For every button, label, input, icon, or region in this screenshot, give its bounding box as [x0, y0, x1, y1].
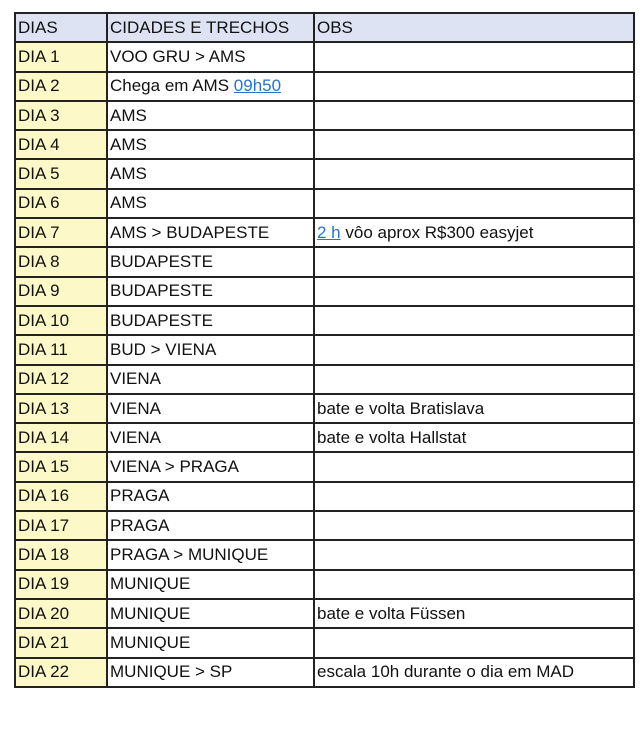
table-row: [15, 482, 634, 511]
city-cell[interactable]: [107, 394, 314, 423]
obs-cell[interactable]: [314, 42, 634, 71]
obs-cell[interactable]: [314, 423, 634, 452]
day-cell[interactable]: [15, 394, 107, 423]
day-label: DIA 20: [18, 603, 70, 623]
city-text: BUD > VIENA: [110, 339, 217, 359]
day-label: DIA 18: [18, 544, 70, 564]
city-text: AMS: [110, 164, 147, 184]
city-text: MUNIQUE: [110, 603, 191, 623]
city-text: AMS > BUDAPESTE: [110, 222, 270, 242]
table-row: [15, 658, 634, 687]
city-text: VIENA: [110, 398, 162, 418]
obs-text: escala 10h durante o dia em MAD: [317, 662, 575, 682]
table-row: [15, 365, 634, 394]
day-cell[interactable]: [15, 277, 107, 306]
table-row: [15, 42, 634, 71]
city-text: BUDAPESTE: [110, 281, 213, 301]
day-cell[interactable]: [15, 658, 107, 687]
city-cell[interactable]: [107, 540, 314, 569]
day-cell[interactable]: [15, 306, 107, 335]
obs-text: bate e volta Bratislava: [317, 398, 485, 418]
city-cell[interactable]: [107, 599, 314, 628]
day-label: DIA 15: [18, 457, 70, 477]
day-label: DIA 10: [18, 310, 70, 330]
city-cell[interactable]: [107, 159, 314, 188]
city-cell[interactable]: [107, 101, 314, 130]
day-label: DIA 14: [18, 427, 70, 447]
day-cell[interactable]: [15, 42, 107, 71]
obs-cell[interactable]: [314, 658, 634, 687]
city-text: AMS: [110, 193, 147, 213]
city-cell[interactable]: [107, 482, 314, 511]
table-row: [15, 218, 634, 247]
table-row: [15, 101, 634, 130]
day-label: DIA 22: [18, 662, 70, 682]
city-cell[interactable]: [107, 423, 314, 452]
day-cell[interactable]: [15, 189, 107, 218]
day-label: DIA 21: [18, 632, 70, 652]
day-cell[interactable]: [15, 72, 107, 101]
city-text: VIENA: [110, 427, 162, 447]
time-link[interactable]: 09h50: [233, 76, 282, 96]
table-row: [15, 452, 634, 481]
day-label: DIA 17: [18, 515, 70, 535]
day-label: DIA 7: [18, 222, 60, 242]
city-cell[interactable]: [107, 306, 314, 335]
header-row: [15, 13, 634, 42]
header-obs[interactable]: OBS: [314, 13, 634, 42]
obs-cell[interactable]: [314, 130, 634, 159]
obs-cell[interactable]: [314, 570, 634, 599]
obs-cell[interactable]: [314, 599, 634, 628]
obs-cell[interactable]: [314, 72, 634, 101]
obs-cell[interactable]: [314, 277, 634, 306]
obs-cell[interactable]: [314, 218, 634, 247]
obs-text: bate e volta Hallstat: [317, 427, 467, 447]
day-label: DIA 8: [18, 252, 60, 272]
obs-cell[interactable]: [314, 365, 634, 394]
table-row: [15, 570, 634, 599]
obs-cell[interactable]: [314, 540, 634, 569]
obs-cell[interactable]: [314, 394, 634, 423]
day-cell[interactable]: [15, 452, 107, 481]
city-text: PRAGA: [110, 515, 170, 535]
city-cell[interactable]: [107, 72, 314, 101]
day-label: DIA 2: [18, 76, 60, 96]
table-row: [15, 159, 634, 188]
city-cell[interactable]: [107, 365, 314, 394]
city-text: PRAGA: [110, 486, 170, 506]
day-label: DIA 19: [18, 574, 70, 594]
day-label: DIA 13: [18, 398, 70, 418]
city-text: MUNIQUE > SP: [110, 662, 233, 682]
day-label: DIA 5: [18, 164, 60, 184]
table-row: [15, 130, 634, 159]
day-label: DIA 1: [18, 46, 60, 66]
city-cell[interactable]: [107, 658, 314, 687]
obs-cell[interactable]: [314, 511, 634, 540]
day-label: DIA 16: [18, 486, 70, 506]
obs-cell[interactable]: [314, 247, 634, 276]
table-row: [15, 72, 634, 101]
city-cell[interactable]: [107, 247, 314, 276]
obs-cell[interactable]: [314, 628, 634, 657]
city-text: AMS: [110, 105, 147, 125]
city-cell[interactable]: [107, 130, 314, 159]
day-cell[interactable]: [15, 130, 107, 159]
day-cell[interactable]: [15, 482, 107, 511]
day-label: DIA 3: [18, 105, 60, 125]
city-cell[interactable]: [107, 218, 314, 247]
city-cell[interactable]: [107, 452, 314, 481]
day-cell[interactable]: [15, 335, 107, 364]
table-row: [15, 511, 634, 540]
obs-cell[interactable]: [314, 189, 634, 218]
header-cidades[interactable]: CIDADES E TRECHOS: [107, 13, 314, 42]
table-row: [15, 628, 634, 657]
itinerary-table: [14, 12, 635, 688]
day-label: DIA 11: [18, 339, 68, 359]
day-cell[interactable]: [15, 423, 107, 452]
day-cell[interactable]: [15, 365, 107, 394]
table-row: [15, 189, 634, 218]
city-text: VOO GRU > AMS: [110, 46, 246, 66]
city-text: AMS: [110, 134, 147, 154]
obs-cell[interactable]: [314, 306, 634, 335]
day-cell[interactable]: [15, 540, 107, 569]
table-row: [15, 394, 634, 423]
obs-cell[interactable]: [314, 452, 634, 481]
table-row: [15, 335, 634, 364]
obs-cell[interactable]: [314, 482, 634, 511]
day-cell[interactable]: [15, 511, 107, 540]
day-label: DIA 4: [18, 134, 60, 154]
header-dias[interactable]: DIAS: [15, 13, 107, 42]
city-text: BUDAPESTE: [110, 310, 213, 330]
obs-cell[interactable]: [314, 335, 634, 364]
day-cell[interactable]: [15, 159, 107, 188]
city-cell[interactable]: [107, 628, 314, 657]
obs-cell[interactable]: [314, 159, 634, 188]
table-row: [15, 247, 634, 276]
duration-link[interactable]: 2 h: [317, 222, 341, 242]
city-text: PRAGA > MUNIQUE: [110, 544, 269, 564]
day-cell[interactable]: [15, 101, 107, 130]
city-cell[interactable]: [107, 277, 314, 306]
city-cell[interactable]: [107, 570, 314, 599]
day-label: DIA 9: [18, 281, 60, 301]
day-cell[interactable]: [15, 599, 107, 628]
obs-text: bate e volta Füssen: [317, 603, 466, 623]
city-text: VIENA: [110, 369, 162, 389]
city-text: MUNIQUE: [110, 632, 191, 652]
table-row: [15, 599, 634, 628]
city-cell[interactable]: [107, 42, 314, 71]
day-cell[interactable]: [15, 628, 107, 657]
day-cell[interactable]: [15, 570, 107, 599]
day-label: DIA 6: [18, 193, 60, 213]
city-cell[interactable]: [107, 189, 314, 218]
obs-cell[interactable]: [314, 101, 634, 130]
city-text: VIENA > PRAGA: [110, 457, 239, 477]
city-text: MUNIQUE: [110, 574, 191, 594]
table-row: [15, 306, 634, 335]
day-cell[interactable]: [15, 218, 107, 247]
city-cell[interactable]: [107, 335, 314, 364]
city-text: Chega em AMS: [110, 76, 234, 96]
city-cell[interactable]: [107, 511, 314, 540]
obs-text: vôo aprox R$300 easyjet: [340, 222, 534, 242]
day-cell[interactable]: [15, 247, 107, 276]
city-text: BUDAPESTE: [110, 252, 213, 272]
day-label: DIA 12: [18, 369, 70, 389]
table-row: [15, 277, 634, 306]
table-row: [15, 540, 634, 569]
table-row: [15, 423, 634, 452]
